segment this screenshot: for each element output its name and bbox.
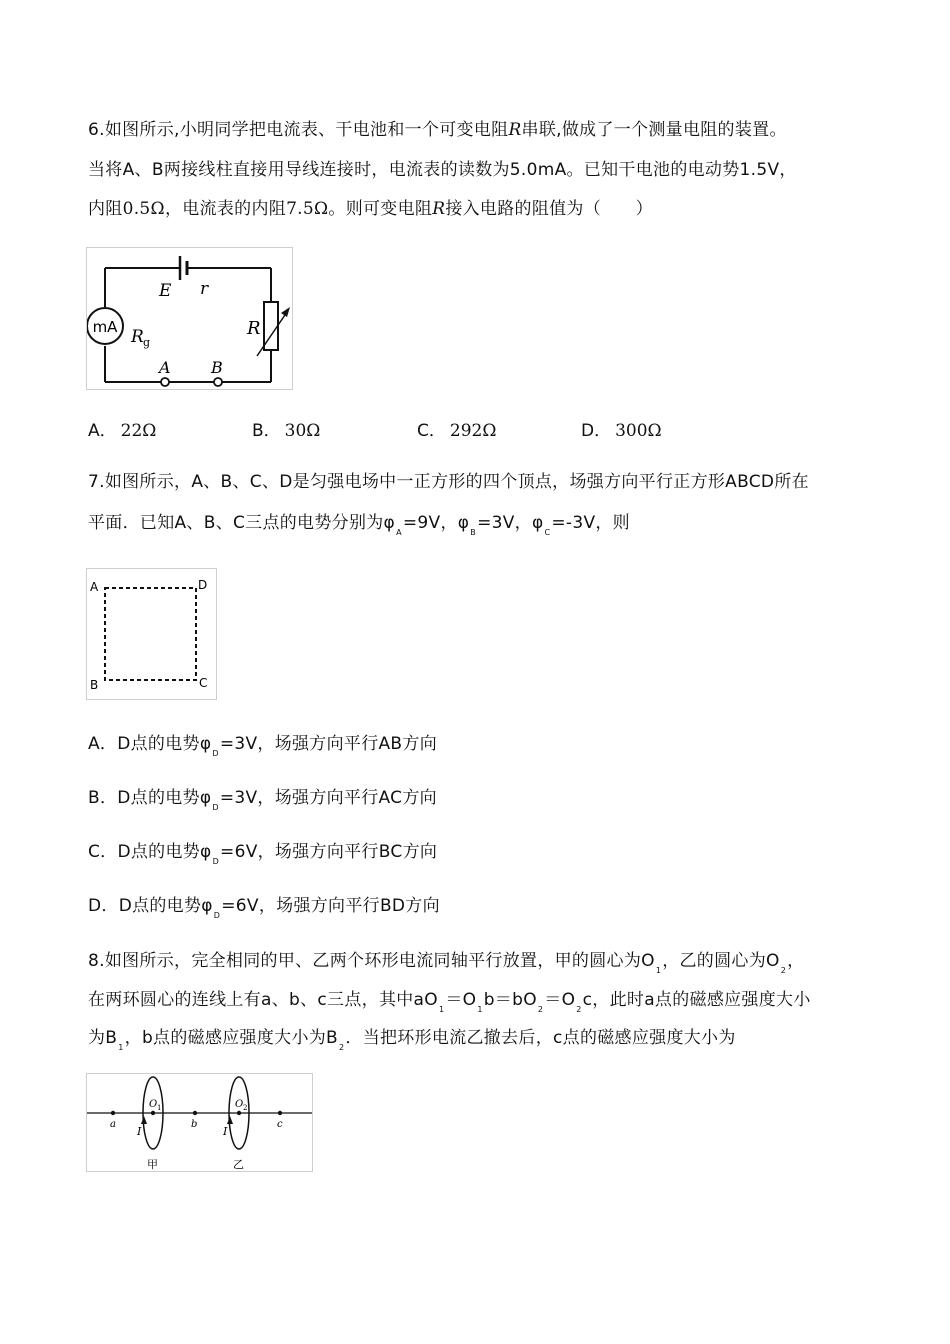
subscript: 2 bbox=[780, 966, 787, 975]
q7-option-c[interactable] bbox=[88, 841, 437, 873]
subscript: 1 bbox=[118, 1043, 124, 1052]
q7-text: 平面．已知A、B、C三点的电势分别为φ bbox=[88, 513, 396, 533]
internal-resistance: 0.5Ω bbox=[122, 199, 165, 219]
q8-text: ， bbox=[787, 951, 805, 971]
label-O2: O bbox=[235, 1099, 244, 1110]
label-O1: O bbox=[149, 1099, 158, 1110]
q8-text: 在两环圆心的连线上有a、b、c三点，其中aO bbox=[88, 990, 438, 1010]
q6-text: ，电流表的内阻 bbox=[164, 199, 287, 219]
label-I-yi: I bbox=[223, 1125, 228, 1138]
var-R: R bbox=[432, 199, 446, 219]
q7-option-a[interactable] bbox=[88, 733, 437, 765]
subscript: D bbox=[212, 857, 220, 866]
q8-text: ，乙的圆心为O bbox=[662, 951, 780, 971]
q7-text: =-3V，则 bbox=[551, 513, 630, 533]
q8-text: ＝O bbox=[445, 990, 477, 1010]
vertex-C: C bbox=[199, 676, 208, 690]
q6-option-a[interactable] bbox=[88, 420, 156, 442]
ammeter-label: mA bbox=[92, 318, 118, 336]
label-A: A bbox=[159, 358, 171, 377]
q6-text: 接入电路的阻值为（ ） bbox=[445, 199, 653, 219]
q8-text: c，此时a点的磁感应强度大小 bbox=[582, 990, 811, 1010]
q7-option-d[interactable] bbox=[88, 895, 440, 927]
q8-line3 bbox=[88, 1027, 736, 1059]
label-Rg: R bbox=[131, 327, 144, 347]
circuit-diagram bbox=[87, 248, 292, 389]
option-value: 292Ω bbox=[449, 421, 497, 441]
rings-diagram bbox=[87, 1074, 312, 1171]
subscript: A bbox=[396, 528, 402, 537]
subscript: C bbox=[544, 528, 551, 537]
label-Rg-sub: g bbox=[143, 336, 151, 349]
option-text: B．D点的电势φ bbox=[88, 788, 212, 808]
subscript: 2 bbox=[339, 1043, 345, 1052]
q6-text: 串联,做成了一个测量电阻的装置。 bbox=[521, 120, 787, 140]
subscript: 1 bbox=[655, 966, 662, 975]
option-text: =6V，场强方向平行BD方向 bbox=[221, 896, 440, 916]
label-E: E bbox=[159, 281, 172, 301]
q6-circuit-figure bbox=[86, 247, 293, 390]
option-text: D．D点的电势φ bbox=[88, 896, 213, 916]
q7-line2 bbox=[88, 512, 630, 544]
q6-line2: 当将A、B两接线柱直接用导线连接时，电流表的读数为5.0mA。已知干电池的电动势1.5V， bbox=[88, 160, 797, 180]
subscript: 1 bbox=[438, 1005, 445, 1014]
q8-text: 为B bbox=[88, 1028, 118, 1048]
subscript: 1 bbox=[477, 1005, 483, 1014]
q8-text: ，b点的磁感应强度大小为B bbox=[124, 1028, 339, 1048]
q7-line1: 7.如图所示，A、B、C、D是匀强电场中一正方形的四个顶点，场强方向平行正方形ABCD所在 bbox=[88, 472, 809, 492]
point-c bbox=[278, 1111, 282, 1115]
option-letter: B． bbox=[252, 421, 281, 441]
terminal-B bbox=[214, 378, 222, 386]
option-value: 22Ω bbox=[120, 421, 157, 441]
label-R: R bbox=[247, 318, 261, 339]
option-text: =6V，场强方向平行BC方向 bbox=[220, 842, 438, 862]
vertex-A: A bbox=[90, 580, 99, 594]
q7-text: =9V，φ bbox=[402, 513, 470, 533]
label-O2-sub: 2 bbox=[243, 1104, 248, 1112]
q6-line3 bbox=[88, 198, 653, 220]
dashed-square bbox=[105, 588, 196, 680]
terminal-A bbox=[161, 378, 169, 386]
q8-text: ＝O bbox=[544, 990, 576, 1010]
option-letter: A． bbox=[88, 421, 117, 441]
square-diagram bbox=[87, 569, 216, 699]
label-O1-sub: 1 bbox=[157, 1104, 162, 1112]
current-arrow-yi bbox=[227, 1116, 233, 1124]
subscript: D bbox=[212, 803, 219, 812]
option-text: A．D点的电势φ bbox=[88, 734, 212, 754]
point-b bbox=[193, 1111, 197, 1115]
q6-text: 内阻 bbox=[88, 199, 123, 219]
label-jia: 甲 bbox=[147, 1158, 158, 1171]
var-R: R bbox=[508, 120, 522, 140]
label-r: r bbox=[200, 279, 209, 299]
q8-text: b＝bO bbox=[483, 990, 537, 1010]
q6-option-b[interactable] bbox=[252, 420, 320, 442]
label-b: b bbox=[191, 1119, 198, 1130]
subscript: D bbox=[212, 749, 219, 758]
option-text: =3V，场强方向平行AB方向 bbox=[219, 734, 437, 754]
q7-text: =3V，φ bbox=[477, 513, 544, 533]
q6-text: 。则可变电阻 bbox=[328, 199, 433, 219]
q7-square-figure bbox=[86, 568, 217, 700]
meter-resistance: 7.5Ω bbox=[286, 199, 329, 219]
vertex-B: B bbox=[90, 678, 99, 692]
label-B: B bbox=[211, 358, 223, 377]
label-I-jia: I bbox=[137, 1125, 142, 1138]
q7-option-b[interactable] bbox=[88, 787, 437, 819]
subscript: D bbox=[213, 911, 221, 920]
subscript: 2 bbox=[576, 1005, 582, 1014]
option-letter: D． bbox=[581, 421, 612, 441]
current-arrow-jia bbox=[141, 1116, 147, 1124]
vertex-D: D bbox=[198, 578, 208, 592]
option-value: 30Ω bbox=[284, 421, 321, 441]
q6-text: 6.如图所示,小明同学把电流表、干电池和一个可变电阻 bbox=[88, 120, 509, 140]
subscript: 2 bbox=[537, 1005, 544, 1014]
option-value: 300Ω bbox=[615, 421, 662, 441]
q8-text: 8.如图所示，完全相同的甲、乙两个环形电流同轴平行放置，甲的圆心为O bbox=[88, 951, 655, 971]
label-a: a bbox=[110, 1119, 116, 1130]
q6-line1 bbox=[88, 119, 787, 141]
option-text: =3V，场强方向平行AC方向 bbox=[219, 788, 437, 808]
option-text: C．D点的电势φ bbox=[88, 842, 212, 862]
q6-option-c[interactable] bbox=[417, 420, 496, 442]
label-yi: 乙 bbox=[233, 1158, 244, 1171]
point-O1 bbox=[151, 1111, 155, 1115]
q8-line2 bbox=[88, 989, 811, 1021]
label-c: c bbox=[277, 1119, 283, 1130]
q6-option-d[interactable] bbox=[581, 420, 662, 442]
q8-line1 bbox=[88, 950, 804, 982]
option-letter: C． bbox=[417, 421, 446, 441]
subscript: B bbox=[470, 528, 477, 537]
q8-text: ．当把环形电流乙撤去后，c点的磁感应强度大小为 bbox=[345, 1028, 736, 1048]
arrow-head bbox=[281, 307, 290, 317]
point-O2 bbox=[237, 1111, 241, 1115]
point-a bbox=[111, 1111, 115, 1115]
q8-rings-figure bbox=[86, 1073, 313, 1172]
